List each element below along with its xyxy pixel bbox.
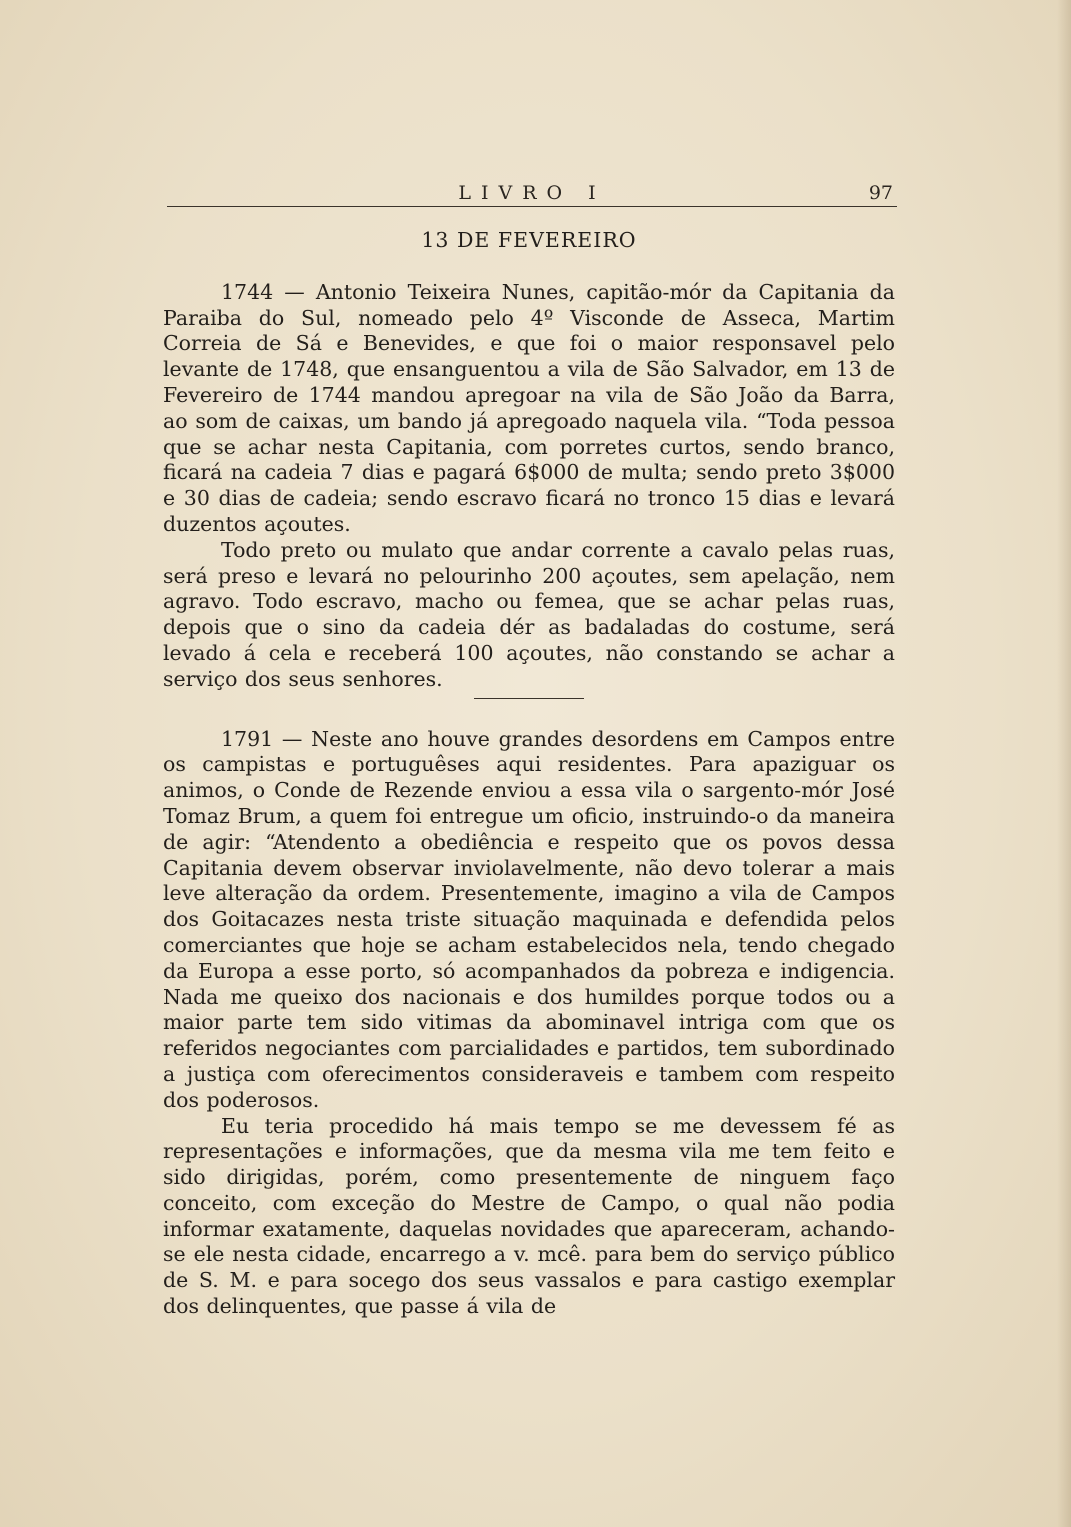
paragraph-1744-continued: Todo preto ou mulato que andar corrente a cavalo pelas ruas, será preso e levará no pelourinho 200 açoutes, sem apelação, nem agravo. Todo escravo, macho ou femea, que se achar pelas ruas, depois que o sino da cadeia dér as badaladas do costume, será levado á cela e receberá 100 açoutes, não constando se achar a serviço dos seus senhores. <box>163 537 895 691</box>
running-head <box>167 182 897 208</box>
paragraph-1791: 1791 — Neste ano houve grandes desordens em Campos entre os campistas e portuguêses aqui residentes. Para apaziguar os animos, o Conde de Rezende enviou a essa vila o sargento-mór José Tomaz Brum, a quem foi entregue um oficio, instruindo-o da maneira de agir: “Atendento a obediência e respeito que os povos dessa Capitania devem observar inviolavelmente, não devo tolerar a mais leve alteração da ordem. Presentemente, imagino a vila de Campos dos Goitacazes nesta triste situação maquinada e defendida pelos comerciantes que hoje se acham estabelecidos nela, tendo chegado da Europa a esse porto, só acompanhados da pobreza e indigencia. Nada me queixo dos nacionais e dos humildes porque todos ou a maior parte tem sido vitimas da abominavel intriga com que os referidos negociantes com parcialidades e partidos, tem subordinado a justiça com oferecimentos consideraveis e tambem com respeito dos poderosos. <box>163 726 895 1112</box>
section-heading: 13 DE FEVEREIRO <box>421 228 637 252</box>
entry-separator <box>474 698 584 699</box>
running-title: LIVRO I <box>458 182 606 204</box>
page-number: 97 <box>868 182 893 204</box>
header-rule <box>167 206 897 207</box>
page-edge-shadow <box>1057 0 1071 1527</box>
page-body <box>163 228 895 1320</box>
paragraph-1744: 1744 — Antonio Teixeira Nunes, capitão-mór da Capitania da Paraiba do Sul, nomeado pelo 4º Visconde de Asseca, Martim Correia de Sá e Benevides, e que foi o maior responsavel pelo levante de 1748, que ensanguentou a vila de São Salvador, em 13 de Fevereiro de 1744 mandou apregoar na vila de São João da Barra, ao som de caixas, um bando já apregoado naquela vila. “Toda pessoa que se achar nesta Capitania, com porretes curtos, sendo branco, ficará na cadeia 7 dias e pagará 6$000 de multa; sendo preto 3$000 e 30 dias de cadeia; sendo escravo ficará no tronco 15 dias e levará duzentos açoutes. <box>163 279 895 536</box>
paragraph-1791-continued: Eu teria procedido há mais tempo se me devessem fé as representações e informações, que da mesma vila me tem feito e sido dirigidas, porém, como presentemente de ninguem faço conceito, com exceção do Mestre de Campo, o qual não podia informar exatamente, daquelas novidades que apareceram, achando-se ele nesta cidade, encarrego a v. mcê. para bem do serviço público de S. M. e para socego dos seus vassalos e para castigo exemplar dos delinquentes, que passe á vila de <box>163 1113 895 1319</box>
